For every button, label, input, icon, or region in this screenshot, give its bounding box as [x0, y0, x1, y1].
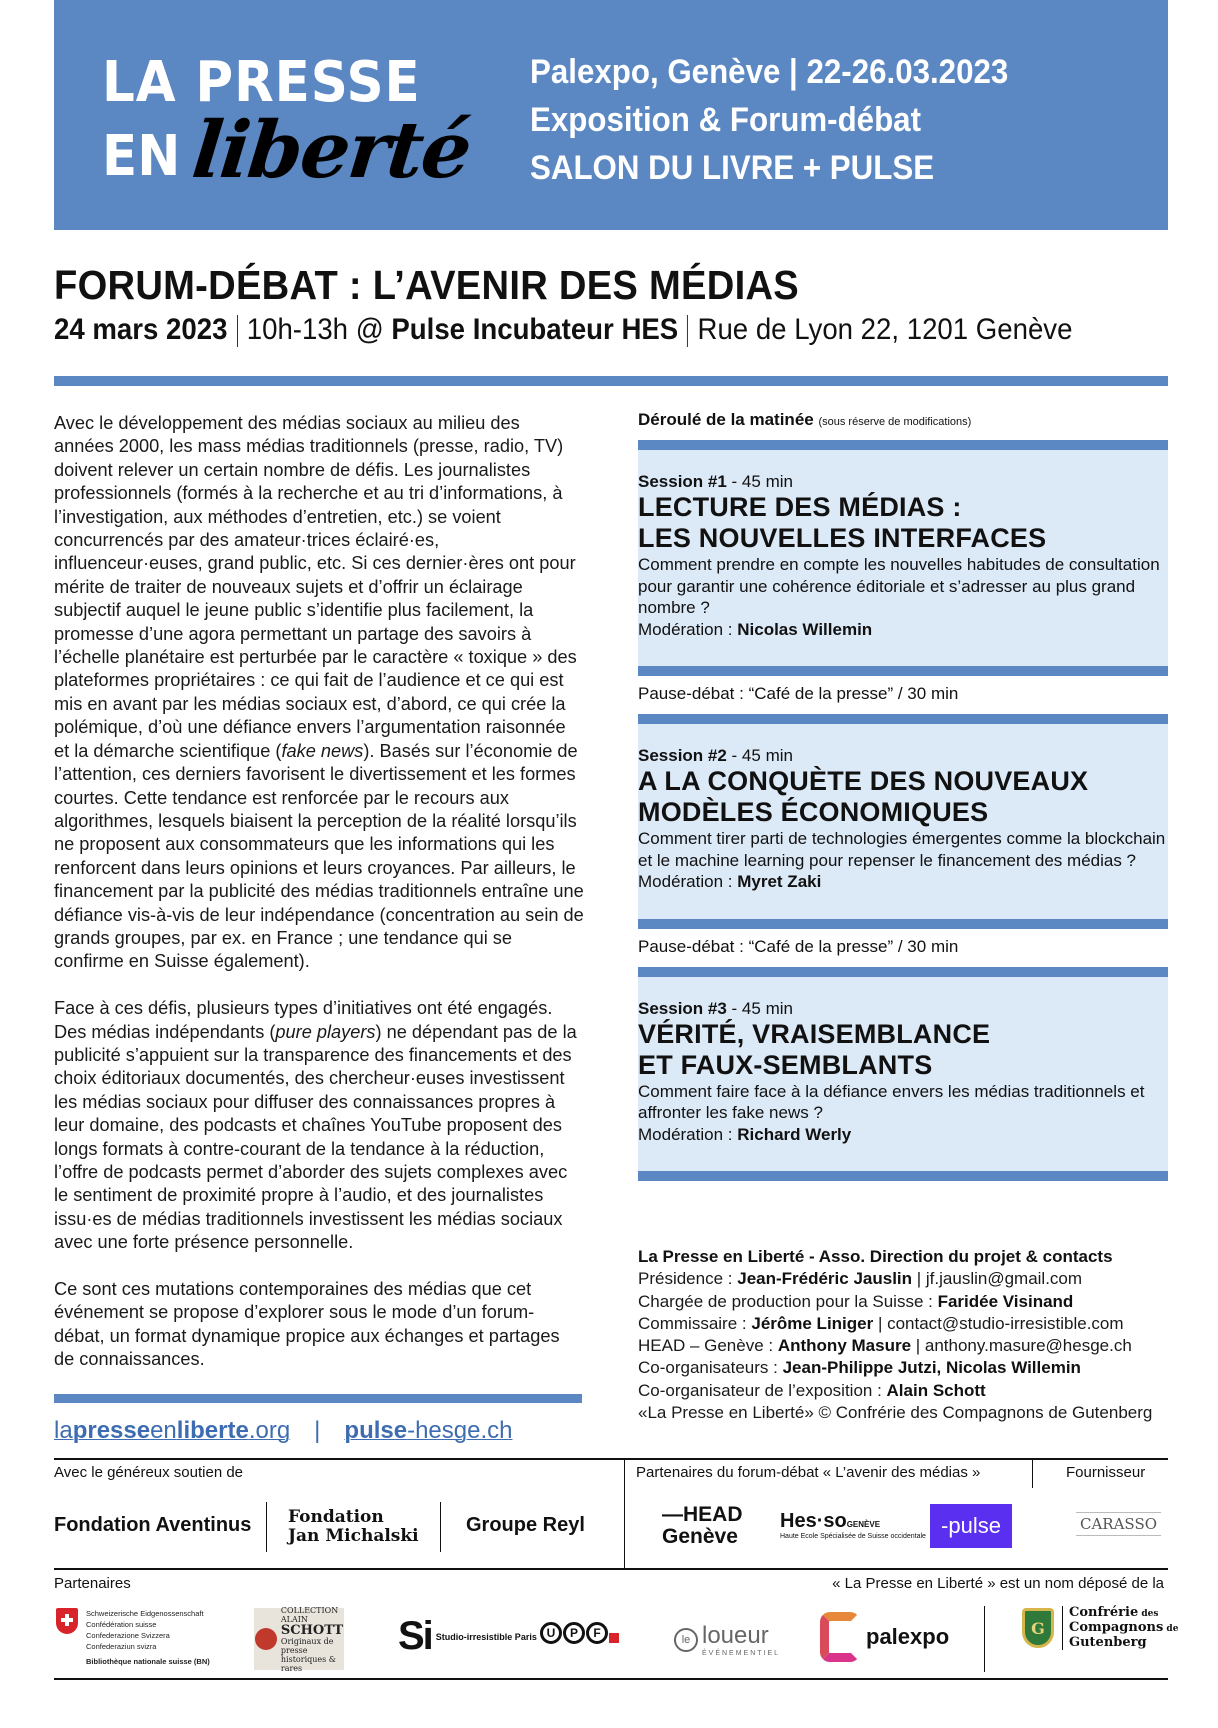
- swiss-flag-icon: [56, 1608, 78, 1634]
- session-moderation: Modération : Myret Zaki: [638, 872, 822, 891]
- divider: [54, 1394, 582, 1403]
- intro-paragraph-3: Ce sont ces mutations contemporaines des médias que cet événement se propose d’explorer sous le mode d’un forum-débat, un format dynamique propice aux échanges et partages de connaissances.: [54, 1279, 560, 1370]
- supplier-label: Fournisseur: [1066, 1464, 1146, 1481]
- divider: [54, 1568, 1168, 1570]
- forum-title: FORUM-DÉBAT : L’AVENIR DES MÉDIAS: [54, 262, 799, 308]
- la-presse-en-liberte-logo: [102, 50, 475, 196]
- divider: [54, 1458, 1168, 1460]
- contact-email[interactable]: | jf.jauslin@gmail.com: [912, 1269, 1083, 1289]
- session-label: Session #2: [638, 746, 727, 765]
- session-duration: - 45 min: [726, 998, 793, 1018]
- forum-time: 10h-13h @: [246, 313, 392, 346]
- session-duration: - 45 min: [726, 746, 793, 765]
- forum-venue: Pulse Incubateur HES: [391, 313, 679, 346]
- swiss-confederation-logo: Schweizerische Eidgenossenschaft Confédération suisse Confederazione Svizzera Confederaziun svizra Bibliothèque nationale suisse (BN): [56, 1608, 210, 1667]
- logo-liberte-script: liberté: [188, 105, 475, 196]
- intro-text: [54, 412, 584, 1395]
- palexpo-logo: palexpo: [820, 1612, 949, 1662]
- website-links: [54, 1417, 513, 1445]
- hes-so-geneve-logo: Hes·soGENÈVE Haute Ecole Spécialisée de Suisse occidentale: [780, 1510, 926, 1540]
- divider: [440, 1502, 441, 1552]
- forum-subtitle: [54, 313, 1072, 347]
- link-pulse-hesge[interactable]: pulse-hesge.ch: [344, 1417, 513, 1444]
- session-card-1: [638, 440, 1168, 676]
- moderator-name: Myret Zaki: [737, 872, 822, 891]
- moderator-name: Richard Werly: [737, 1124, 852, 1144]
- divider: [266, 1502, 267, 1552]
- forum-partners-label: Partenaires du forum-débat « L’avenir des médias »: [636, 1464, 981, 1481]
- session-title: VÉRITÉ, VRAISEMBLANCE ET FAUX-SEMBLANTS: [638, 1018, 991, 1080]
- event-venues: SALON DU LIVRE + PULSE: [530, 149, 935, 187]
- moderator-name: Nicolas Willemin: [737, 619, 873, 639]
- copyright-line: «La Presse en Liberté» © Confrérie des Compagnons de Gutenberg: [638, 1403, 1153, 1423]
- sponsor-fondation-aventinus: Fondation Aventinus: [54, 1514, 252, 1536]
- pulse-logo: -pulse: [930, 1504, 1012, 1548]
- program-heading: Déroulé de la matinée (sous réserve de modifications): [638, 410, 972, 429]
- event-location-dates: Palexpo, Genève | 22-26.03.2023: [530, 53, 1009, 91]
- schott-emblem-icon: [255, 1628, 277, 1650]
- session-card-2: [638, 714, 1168, 929]
- link-separator: |: [314, 1417, 321, 1444]
- divider: [54, 1678, 1168, 1680]
- session-label: Session #1: [638, 472, 727, 491]
- separator: [237, 315, 238, 347]
- contact-row: Commissaire : Jérôme Liniger | contact@studio-irresistible.com: [638, 1313, 1124, 1333]
- collection-alain-schott-logo: COLLECTION ALAIN SCHOTT Originaux de presse historiques & rares: [254, 1608, 344, 1670]
- session-label: Session #3: [638, 998, 727, 1018]
- header-banner: [54, 0, 1168, 230]
- forum-date: 24 mars 2023: [54, 313, 228, 346]
- sponsor-fondation-jan-michalski: Fondation Jan Michalski: [288, 1507, 419, 1546]
- pause-break: Pause-débat : “Café de la presse” / 30 min: [638, 684, 959, 703]
- studio-irresistible-logo: Si Studio-irresistible Paris: [398, 1614, 537, 1658]
- upf-logo: U P F: [540, 1622, 619, 1644]
- divider: [624, 1458, 625, 1568]
- support-label: Avec le généreux soutien de: [54, 1464, 244, 1481]
- forum-address: Rue de Lyon 22, 1201 Genève: [697, 313, 1073, 346]
- carasso-logo: CARASSO: [1076, 1512, 1161, 1536]
- divider: [984, 1606, 985, 1672]
- event-info: [530, 48, 1050, 192]
- contacts-heading: La Presse en Liberté - Asso. Direction du projet & contacts: [638, 1247, 1113, 1266]
- trademark-note: « La Presse en Liberté » est un nom déposé de la: [832, 1575, 1164, 1592]
- session-card-3: [638, 967, 1168, 1182]
- separator: [687, 315, 688, 347]
- le-loueur-evenementiel-logo: le loueur ÉVÉNEMENTIEL: [674, 1622, 780, 1657]
- contacts-block: [638, 1246, 1178, 1424]
- contact-email[interactable]: | anthony.masure@hesge.ch: [911, 1336, 1132, 1356]
- session-description: Comment prendre en compte les nouvelles habitudes de consultation pour garantir une cohérence éditoriale et s’adresser au plus grand nombre ?: [638, 555, 1160, 617]
- contact-email[interactable]: | contact@studio-irresistible.com: [873, 1313, 1124, 1333]
- palexpo-mark-icon: [820, 1612, 860, 1662]
- head-geneve-logo: —HEAD Genève: [662, 1503, 743, 1548]
- event-format: Exposition & Forum-débat: [530, 101, 921, 139]
- gutenberg-shield-icon: G: [1022, 1608, 1054, 1648]
- logo-la-presse: LA PRESSE: [102, 50, 421, 115]
- link-lapresseenliberte[interactable]: lapresseenliberte.org: [54, 1417, 291, 1444]
- partners-label: Partenaires: [54, 1575, 131, 1592]
- pause-break: Pause-débat : “Café de la presse” / 30 min: [638, 936, 959, 956]
- sponsor-groupe-reyl: Groupe Reyl: [466, 1514, 585, 1536]
- session-title: A LA CONQUÈTE DES NOUVEAUX MODÈLES ÉCONOMIQUES: [638, 766, 1089, 827]
- session-description: Comment tirer parti de technologies émergentes comme la blockchain et le machine learning pour repenser le financement des médias ?: [638, 829, 1166, 870]
- contact-row: Présidence : Jean-Frédéric Jauslin | jf.jauslin@gmail.com: [638, 1269, 1083, 1289]
- program: [638, 410, 1168, 1181]
- contact-row: Co-organisateurs : Jean-Philippe Jutzi, Nicolas Willemin: [638, 1358, 1081, 1378]
- confrerie-gutenberg-logo: G Confrérie des Compagnons de Gutenberg: [1022, 1606, 1178, 1650]
- contact-row: HEAD – Genève : Anthony Masure | anthony.masure@hesge.ch: [638, 1336, 1132, 1356]
- divider: [54, 376, 1168, 386]
- contact-row: Co-organisateur de l’exposition : Alain Schott: [638, 1380, 986, 1400]
- session-moderation: Modération : Nicolas Willemin: [638, 619, 873, 639]
- session-title: LECTURE DES MÉDIAS : LES NOUVELLES INTERFACES: [638, 492, 1047, 553]
- program-note: (sous réserve de modifications): [818, 416, 972, 428]
- intro-paragraph-1: Avec le développement des médias sociaux au milieu des années 2000, les mass médias traditionnels (presse, radio, TV) doivent relever un certain nombre de défis. Les journalistes professionnels (formés à la recherche et au tri d’informations, à l’investigation, aux méthodes d’entretien, etc.) se voient concurrencés par des amateur·trices éclairé·es, influenceur·euses, grand public, etc. Si ces dernier·ères ont pour mérite de traiter de nouveaux sujets et d’offrir un éclairage subjectif auquel le jeune public s’identifie plus facilement, la promesse d’une agora permettant un partage des savoirs à l’échelle planétaire est perturbée par le caractère « toxique » des plateformes propriétaires : ce qui fait de l’audience et ce qui est mis en avant par les médias sociaux est, d’abord, ce qui crée la polémique, d’où une défiance envers l’argumentation raisonnée et la démarche scientifique (fake news). Basés sur l’économie de l’attention, ces derniers favorisent le divertissement et les formes courtes. Cette tendance est renforcée par le recours aux algorithmes, lesquels biaisent la perception de la réalité lorsqu’ils ne proposent aux consommateurs que les informations qui les renforcent dans leurs opinions et leurs croyances. Par ailleurs, le financement par la publicité des médias traditionnels entraîne une défiance vis-à-vis de leur indépendance (concentration au sein de grands groupes, par ex. en France ; une tendance qui se confirme en Suisse également).: [54, 413, 584, 972]
- logo-en: EN: [102, 124, 181, 189]
- contact-row: Chargée de production pour la Suisse : Faridée Visinand: [638, 1291, 1074, 1311]
- intro-paragraph-2: Face à ces défis, plusieurs types d’initiatives ont été engagés. Des médias indépendants (pure players) ne dépendant pas de la publicité s’appuient sur la transparence des financements et des choix éditoriaux documentés, des chercheur·euses investissent les médias sociaux pour diffuser des connaissances propres à leur domaine, des podcasts et chaînes YouTube proposent des longs formats à contre-courant de la tendance à la réduction, l’offre de podcasts permet d’aborder des sujets complexes avec le sentiment de proximité propre à l’audio, et des journalistes issu·es de médias traditionnels investissent les médias sociaux avec une forte présence personnelle.: [54, 998, 577, 1253]
- session-description: Comment faire face à la défiance envers les médias traditionnels et affronter les fake news ?: [638, 1081, 1145, 1122]
- swiss-cross-icon: [609, 1633, 619, 1643]
- session-duration: - 45 min: [726, 472, 793, 491]
- divider: [1032, 1458, 1033, 1488]
- session-moderation: Modération : Richard Werly: [638, 1124, 852, 1144]
